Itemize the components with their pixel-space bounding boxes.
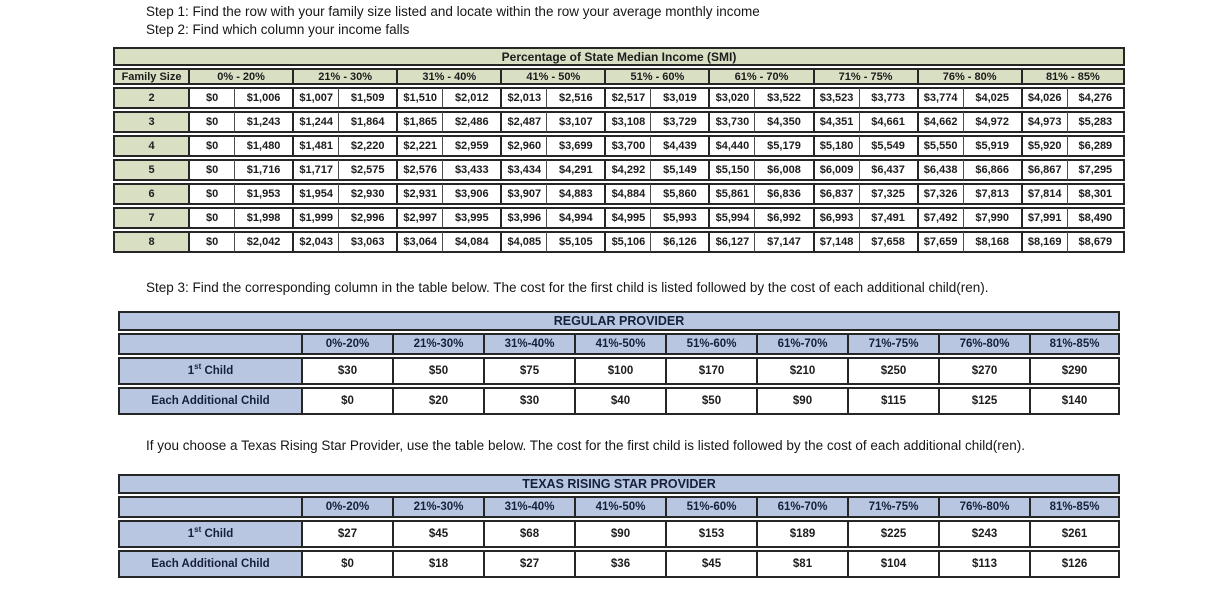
income-cell: $2,575 — [338, 159, 396, 181]
income-cell: $0 — [188, 135, 234, 157]
income-cell: $2,997 — [396, 207, 442, 229]
smi-data-row — [113, 207, 1125, 229]
income-cell: $5,920 — [1021, 135, 1067, 157]
provider-bracket-header: 31%-40% — [483, 333, 574, 355]
cost-cell: $68 — [483, 520, 574, 548]
family-size-cell: 8 — [113, 231, 188, 253]
cost-cell: $40 — [574, 387, 665, 415]
regular-provider-table-title: REGULAR PROVIDER — [118, 311, 1120, 331]
income-cell: $5,549 — [859, 135, 917, 157]
income-cell: $1,480 — [234, 135, 292, 157]
income-cell: $3,729 — [650, 111, 708, 133]
cost-cell: $50 — [392, 357, 483, 385]
cost-cell: $45 — [392, 520, 483, 548]
cost-cell: $290 — [1029, 357, 1120, 385]
cost-cell: $100 — [574, 357, 665, 385]
income-cell: $7,813 — [963, 183, 1021, 205]
cost-cell: $104 — [847, 550, 938, 578]
income-cell: $6,836 — [754, 183, 812, 205]
income-cell: $1,953 — [234, 183, 292, 205]
income-cell: $7,295 — [1067, 159, 1125, 181]
provider-corner-cell — [118, 496, 301, 518]
cost-cell: $0 — [301, 550, 392, 578]
provider-data-row — [118, 520, 1120, 548]
cost-cell: $113 — [938, 550, 1029, 578]
income-cell: $5,106 — [604, 231, 650, 253]
income-cell: $7,659 — [917, 231, 963, 253]
income-cell: $0 — [188, 183, 234, 205]
income-cell: $3,019 — [650, 87, 708, 109]
cost-cell: $90 — [574, 520, 665, 548]
income-cell: $4,661 — [859, 111, 917, 133]
income-cell: $3,108 — [604, 111, 650, 133]
provider-bracket-header: 31%-40% — [483, 496, 574, 518]
family-size-header: Family Size — [113, 68, 188, 85]
income-cell: $1,998 — [234, 207, 292, 229]
cost-cell: $140 — [1029, 387, 1120, 415]
provider-bracket-header: 21%-30% — [392, 333, 483, 355]
income-cell: $2,960 — [500, 135, 546, 157]
income-cell: $4,994 — [546, 207, 604, 229]
cost-cell: $90 — [756, 387, 847, 415]
income-cell: $7,991 — [1021, 207, 1067, 229]
family-size-cell: 5 — [113, 159, 188, 181]
income-cell: $2,930 — [338, 183, 396, 205]
income-cell: $2,013 — [500, 87, 546, 109]
cost-cell: $261 — [1029, 520, 1120, 548]
provider-data-row — [118, 387, 1120, 415]
income-cell: $6,008 — [754, 159, 812, 181]
income-cell: $2,576 — [396, 159, 442, 181]
income-cell: $4,292 — [604, 159, 650, 181]
trs-provider-table — [118, 472, 1120, 580]
income-cell: $3,906 — [442, 183, 500, 205]
income-cell: $4,084 — [442, 231, 500, 253]
family-size-cell: 7 — [113, 207, 188, 229]
income-cell: $4,276 — [1067, 87, 1125, 109]
income-cell: $8,490 — [1067, 207, 1125, 229]
income-cell: $4,025 — [963, 87, 1021, 109]
income-cell: $4,973 — [1021, 111, 1067, 133]
income-cell: $1,509 — [338, 87, 396, 109]
income-cell: $2,012 — [442, 87, 500, 109]
smi-bracket-header: 76% - 80% — [917, 68, 1021, 85]
smi-table-title: Percentage of State Median Income (SMI) — [113, 47, 1125, 66]
smi-bracket-header: 51% - 60% — [604, 68, 708, 85]
income-cell: $4,972 — [963, 111, 1021, 133]
first-child-label — [118, 520, 301, 548]
income-cell: $0 — [188, 159, 234, 181]
income-cell: $2,516 — [546, 87, 604, 109]
income-cell: $5,550 — [917, 135, 963, 157]
cost-cell: $50 — [665, 387, 756, 415]
income-cell: $0 — [188, 111, 234, 133]
income-cell: $8,301 — [1067, 183, 1125, 205]
trs-provider-table-title: TEXAS RISING STAR PROVIDER — [118, 474, 1120, 494]
income-cell: $2,220 — [338, 135, 396, 157]
smi-data-row — [113, 111, 1125, 133]
provider-bracket-header: 81%-85% — [1029, 496, 1120, 518]
smi-data-row — [113, 135, 1125, 157]
income-cell: $5,861 — [708, 183, 754, 205]
income-cell: $5,150 — [708, 159, 754, 181]
smi-header-row — [113, 68, 1125, 85]
income-cell: $4,351 — [813, 111, 859, 133]
income-cell: $7,148 — [813, 231, 859, 253]
cost-cell: $20 — [392, 387, 483, 415]
cost-cell: $210 — [756, 357, 847, 385]
income-cell: $1,716 — [234, 159, 292, 181]
smi-data-row — [113, 183, 1125, 205]
trs-note-text: If you choose a Texas Rising Star Provider, use the table below. The cost for the first child is listed followed by the cost of each additional child(ren). — [146, 438, 1025, 453]
label-ordinal-suffix: st — [194, 362, 202, 372]
label-text: Child — [201, 528, 234, 540]
provider-bracket-header: 0%-20% — [301, 333, 392, 355]
income-cell: $3,700 — [604, 135, 650, 157]
provider-bracket-header: 76%-80% — [938, 496, 1029, 518]
cost-cell: $75 — [483, 357, 574, 385]
income-cell: $2,042 — [234, 231, 292, 253]
income-cell: $6,866 — [963, 159, 1021, 181]
income-cell: $2,959 — [442, 135, 500, 157]
income-cell: $3,773 — [859, 87, 917, 109]
smi-bracket-header: 71% - 75% — [813, 68, 917, 85]
income-cell: $8,169 — [1021, 231, 1067, 253]
income-cell: $6,009 — [813, 159, 859, 181]
income-cell: $3,996 — [500, 207, 546, 229]
income-cell: $4,884 — [604, 183, 650, 205]
provider-bracket-header: 61%-70% — [756, 333, 847, 355]
income-cell: $7,814 — [1021, 183, 1067, 205]
provider-bracket-header: 71%-75% — [847, 496, 938, 518]
step1-text: Step 1: Find the row with your family size listed and locate within the row your average monthly income — [146, 4, 760, 19]
income-cell: $6,992 — [754, 207, 812, 229]
income-cell: $7,492 — [917, 207, 963, 229]
income-cell: $3,107 — [546, 111, 604, 133]
provider-bracket-header: 81%-85% — [1029, 333, 1120, 355]
smi-bracket-header: 61% - 70% — [708, 68, 812, 85]
income-cell: $4,291 — [546, 159, 604, 181]
income-cell: $1,865 — [396, 111, 442, 133]
trs-provider-table-title-row — [118, 474, 1120, 494]
family-size-cell: 6 — [113, 183, 188, 205]
income-cell: $6,289 — [1067, 135, 1125, 157]
income-cell: $4,350 — [754, 111, 812, 133]
cost-cell: $27 — [483, 550, 574, 578]
additional-child-label: Each Additional Child — [118, 550, 301, 578]
trs-provider-table-header-row — [118, 496, 1120, 518]
income-cell: $4,026 — [1021, 87, 1067, 109]
regular-provider-table-title-row — [118, 311, 1120, 331]
income-cell: $6,126 — [650, 231, 708, 253]
label-number: 1 — [187, 365, 195, 377]
income-cell: $2,487 — [500, 111, 546, 133]
income-cell: $3,522 — [754, 87, 812, 109]
income-cell: $2,931 — [396, 183, 442, 205]
provider-bracket-header: 61%-70% — [756, 496, 847, 518]
regular-provider-table-header-row — [118, 333, 1120, 355]
smi-data-row — [113, 231, 1125, 253]
income-cell: $0 — [188, 207, 234, 229]
income-cell: $1,999 — [292, 207, 338, 229]
income-cell: $5,149 — [650, 159, 708, 181]
income-cell: $3,434 — [500, 159, 546, 181]
income-cell: $6,837 — [813, 183, 859, 205]
income-cell: $7,990 — [963, 207, 1021, 229]
income-cell: $7,658 — [859, 231, 917, 253]
income-cell: $4,439 — [650, 135, 708, 157]
income-cell: $2,486 — [442, 111, 500, 133]
income-cell: $6,438 — [917, 159, 963, 181]
income-cell: $7,326 — [917, 183, 963, 205]
smi-bracket-header: 41% - 50% — [500, 68, 604, 85]
provider-bracket-header: 51%-60% — [665, 333, 756, 355]
income-cell: $3,995 — [442, 207, 500, 229]
income-cell: $1,481 — [292, 135, 338, 157]
income-cell: $3,020 — [708, 87, 754, 109]
income-cell: $7,325 — [859, 183, 917, 205]
income-cell: $4,662 — [917, 111, 963, 133]
income-cell: $5,105 — [546, 231, 604, 253]
step2-text: Step 2: Find which column your income falls — [146, 22, 410, 37]
income-cell: $1,864 — [338, 111, 396, 133]
provider-bracket-header: 76%-80% — [938, 333, 1029, 355]
smi-table — [113, 45, 1125, 255]
income-cell: $7,491 — [859, 207, 917, 229]
income-cell: $2,221 — [396, 135, 442, 157]
income-cell: $5,994 — [708, 207, 754, 229]
cost-cell: $115 — [847, 387, 938, 415]
smi-bracket-header: 0% - 20% — [188, 68, 292, 85]
income-cell: $3,063 — [338, 231, 396, 253]
family-size-cell: 3 — [113, 111, 188, 133]
income-cell: $8,679 — [1067, 231, 1125, 253]
provider-bracket-header: 21%-30% — [392, 496, 483, 518]
income-cell: $6,437 — [859, 159, 917, 181]
cost-cell: $170 — [665, 357, 756, 385]
label-text: Child — [201, 365, 234, 377]
step3-text: Step 3: Find the corresponding column in the table below. The cost for the first child is listed followed by the cost of each additional child(ren). — [146, 280, 989, 295]
cost-cell: $126 — [1029, 550, 1120, 578]
income-cell: $3,730 — [708, 111, 754, 133]
income-cell: $3,699 — [546, 135, 604, 157]
income-cell: $5,179 — [754, 135, 812, 157]
income-cell: $0 — [188, 231, 234, 253]
smi-bracket-header: 21% - 30% — [292, 68, 396, 85]
cost-cell: $30 — [301, 357, 392, 385]
income-cell: $1,954 — [292, 183, 338, 205]
income-cell: $5,860 — [650, 183, 708, 205]
cost-cell: $18 — [392, 550, 483, 578]
smi-data-row — [113, 87, 1125, 109]
income-cell: $6,127 — [708, 231, 754, 253]
cost-cell: $0 — [301, 387, 392, 415]
provider-bracket-header: 51%-60% — [665, 496, 756, 518]
income-cell: $0 — [188, 87, 234, 109]
income-cell: $1,510 — [396, 87, 442, 109]
cost-cell: $189 — [756, 520, 847, 548]
family-size-cell: 2 — [113, 87, 188, 109]
income-cell: $4,440 — [708, 135, 754, 157]
cost-cell: $125 — [938, 387, 1029, 415]
first-child-label — [118, 357, 301, 385]
income-cell: $5,993 — [650, 207, 708, 229]
income-cell: $4,883 — [546, 183, 604, 205]
income-cell: $4,995 — [604, 207, 650, 229]
provider-corner-cell — [118, 333, 301, 355]
additional-child-label: Each Additional Child — [118, 387, 301, 415]
smi-bracket-header: 81% - 85% — [1021, 68, 1125, 85]
income-cell: $1,006 — [234, 87, 292, 109]
income-cell: $8,168 — [963, 231, 1021, 253]
smi-bracket-header: 31% - 40% — [396, 68, 500, 85]
provider-data-row — [118, 550, 1120, 578]
income-cell: $2,043 — [292, 231, 338, 253]
regular-provider-table — [118, 309, 1120, 417]
income-cell: $5,283 — [1067, 111, 1125, 133]
cost-cell: $225 — [847, 520, 938, 548]
cost-cell: $36 — [574, 550, 665, 578]
income-cell: $1,244 — [292, 111, 338, 133]
income-cell: $5,919 — [963, 135, 1021, 157]
label-ordinal-suffix: st — [194, 525, 202, 535]
provider-data-row — [118, 357, 1120, 385]
income-cell: $7,147 — [754, 231, 812, 253]
provider-bracket-header: 0%-20% — [301, 496, 392, 518]
cost-cell: $250 — [847, 357, 938, 385]
income-cell: $2,517 — [604, 87, 650, 109]
label-number: 1 — [187, 528, 195, 540]
cost-cell: $27 — [301, 520, 392, 548]
income-cell: $5,180 — [813, 135, 859, 157]
income-cell: $3,523 — [813, 87, 859, 109]
income-cell: $3,433 — [442, 159, 500, 181]
cost-cell: $81 — [756, 550, 847, 578]
cost-cell: $153 — [665, 520, 756, 548]
income-cell: $3,774 — [917, 87, 963, 109]
income-cell: $6,993 — [813, 207, 859, 229]
cost-cell: $243 — [938, 520, 1029, 548]
income-cell: $2,996 — [338, 207, 396, 229]
cost-cell: $45 — [665, 550, 756, 578]
smi-data-row — [113, 159, 1125, 181]
income-cell: $4,085 — [500, 231, 546, 253]
provider-bracket-header: 41%-50% — [574, 333, 665, 355]
cost-cell: $270 — [938, 357, 1029, 385]
income-cell: $1,007 — [292, 87, 338, 109]
income-cell: $1,717 — [292, 159, 338, 181]
cost-cell: $30 — [483, 387, 574, 415]
income-cell: $6,867 — [1021, 159, 1067, 181]
smi-title-row — [113, 47, 1125, 66]
family-size-cell: 4 — [113, 135, 188, 157]
income-cell: $1,243 — [234, 111, 292, 133]
provider-bracket-header: 41%-50% — [574, 496, 665, 518]
income-cell: $3,907 — [500, 183, 546, 205]
income-cell: $3,064 — [396, 231, 442, 253]
provider-bracket-header: 71%-75% — [847, 333, 938, 355]
